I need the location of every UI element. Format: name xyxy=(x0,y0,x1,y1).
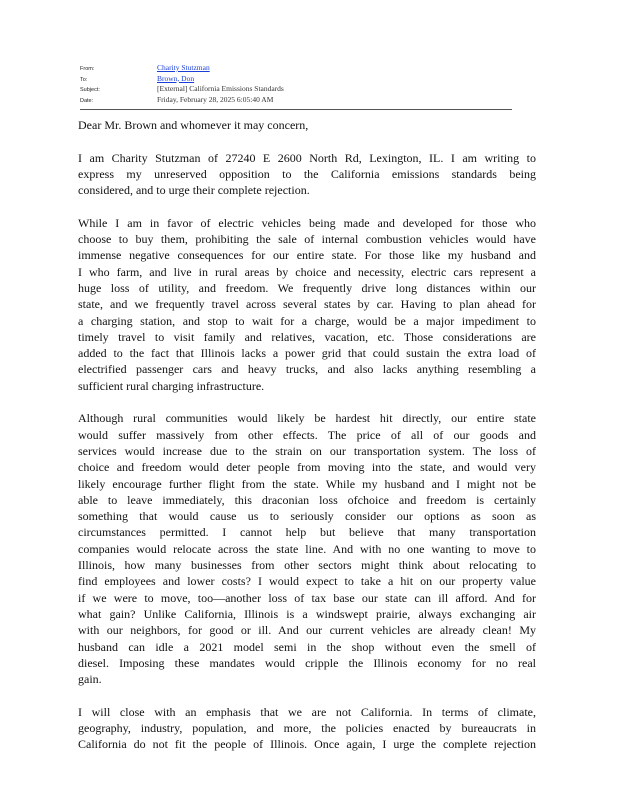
body-line: electrified passenger cars and heavy trucks, and also lacks anything resembling a xyxy=(78,362,536,377)
paragraph-2 xyxy=(78,215,536,394)
paragraph-gap xyxy=(78,394,536,410)
paragraph-gap xyxy=(78,198,536,214)
email-header xyxy=(80,63,512,105)
body-line: husband can idle a 2021 model semi in the shop without even the smell of xyxy=(78,639,536,654)
from-label: From: xyxy=(80,66,95,72)
body-line: express my unreserved opposition to the California emissions standards being xyxy=(78,166,536,181)
body-line: sufficient rural charging infrastructure. xyxy=(78,378,265,393)
from-row xyxy=(80,63,512,74)
body-line: able to leave immediately, this draconian loss ofchoice and freedom is certainly xyxy=(78,492,536,507)
subject-row xyxy=(80,84,512,95)
body-line: services would increase due to the strain on our transportation system. The loss of xyxy=(78,443,536,458)
email-body xyxy=(78,117,536,753)
body-line: I will close with an emphasis that we are not California. In terms of climate, xyxy=(78,704,536,719)
date-row xyxy=(80,95,512,106)
body-line: diesel. Imposing these mandates would cripple the Illinois economy for no real xyxy=(78,655,536,670)
body-line: what gain? Unlike California, Illinois is a windswept prairie, always exchanging air xyxy=(78,606,536,621)
to-row xyxy=(80,74,512,85)
body-line: immense negative consequences for our entire state. For those like my husband and xyxy=(78,248,536,263)
body-line: While I am in favor of electric vehicles being made and developed for those who xyxy=(78,215,536,230)
body-line: geography, industry, population, and more, the policies enacted by bureaucrats in xyxy=(78,720,536,735)
body-line: with our neighbors, for good or ill. And our current vehicles are already clean! My xyxy=(78,623,536,638)
date-label: Date: xyxy=(80,97,94,104)
paragraph-4 xyxy=(78,704,536,753)
body-line: likely encourage further flight from the state. While my husband and I might not be xyxy=(78,476,536,491)
salutation: Dear Mr. Brown and whomever it may concern, xyxy=(78,118,309,132)
body-line: I am Charity Stutzman of 27240 E 2600 North Rd, Lexington, IL. I am writing to xyxy=(78,150,536,165)
paragraph-gap xyxy=(78,687,536,703)
body-line: considered, and to urge their complete rejection. xyxy=(78,183,310,198)
from-sender-link[interactable]: Charity Stutzman xyxy=(157,63,210,72)
body-line: timely travel to visit family and relatives, vacation, etc. Those considerations are xyxy=(78,329,536,344)
body-line: Illinois, how many businesses from other sectors might think about relocating to xyxy=(78,558,536,573)
paragraph-gap xyxy=(78,133,536,149)
subject-label: Subject: xyxy=(80,87,100,93)
body-line: choose to buy them, prohibiting the sale of internal combustion vehicles would have xyxy=(78,232,536,247)
to-recipient-link[interactable]: Brown, Don xyxy=(157,73,195,83)
body-line: Although rural communities would likely be hardest hit directly, our entire state xyxy=(78,411,536,426)
body-line: companies would relocate across the state line. And with no one wanting to move to xyxy=(78,541,536,556)
body-line: something that would cause us to seriously consider our options as soon as xyxy=(78,509,536,524)
body-line: added to the fact that Illinois lacks a power grid that could sustain the extra load of xyxy=(78,346,536,361)
body-line: gain. xyxy=(78,672,102,687)
body-line: I who farm, and live in rural areas by choice and necessity, electric cars represent a xyxy=(78,264,536,279)
body-line: would suffer massively from other effects. The price of all of our goods and xyxy=(78,427,536,442)
paragraph-3 xyxy=(78,410,536,687)
body-line: huge loss of utility, and freedom. We frequently drive long distances within our xyxy=(78,280,536,295)
header-divider xyxy=(80,109,512,110)
body-line: choice and freedom would deter people from moving into the state, and would very xyxy=(78,460,536,475)
paragraph-1 xyxy=(78,150,536,199)
body-line: if we were to move, too—another loss of tax base our state can ill afford. And for xyxy=(78,590,536,605)
body-line: circumstances permitted. I cannot help but believe that many transportation xyxy=(78,525,536,540)
body-line: state, and we frequently travel across several states by car. Having to plan ahead for xyxy=(78,297,536,312)
date-value: Friday, February 28, 2025 6:05:40 AM xyxy=(157,94,274,104)
body-line: find employees and lower costs? I would expect to take a hit on our property value xyxy=(78,574,536,589)
body-line: a charging station, and stop to wait for a charge, would be a major impediment to xyxy=(78,313,536,328)
subject-value: [External] California Emissions Standards xyxy=(157,84,284,93)
to-label: To: xyxy=(80,76,88,83)
body-line: California do not fit the people of Illinois. Once again, I urge the complete rejection xyxy=(78,737,536,752)
